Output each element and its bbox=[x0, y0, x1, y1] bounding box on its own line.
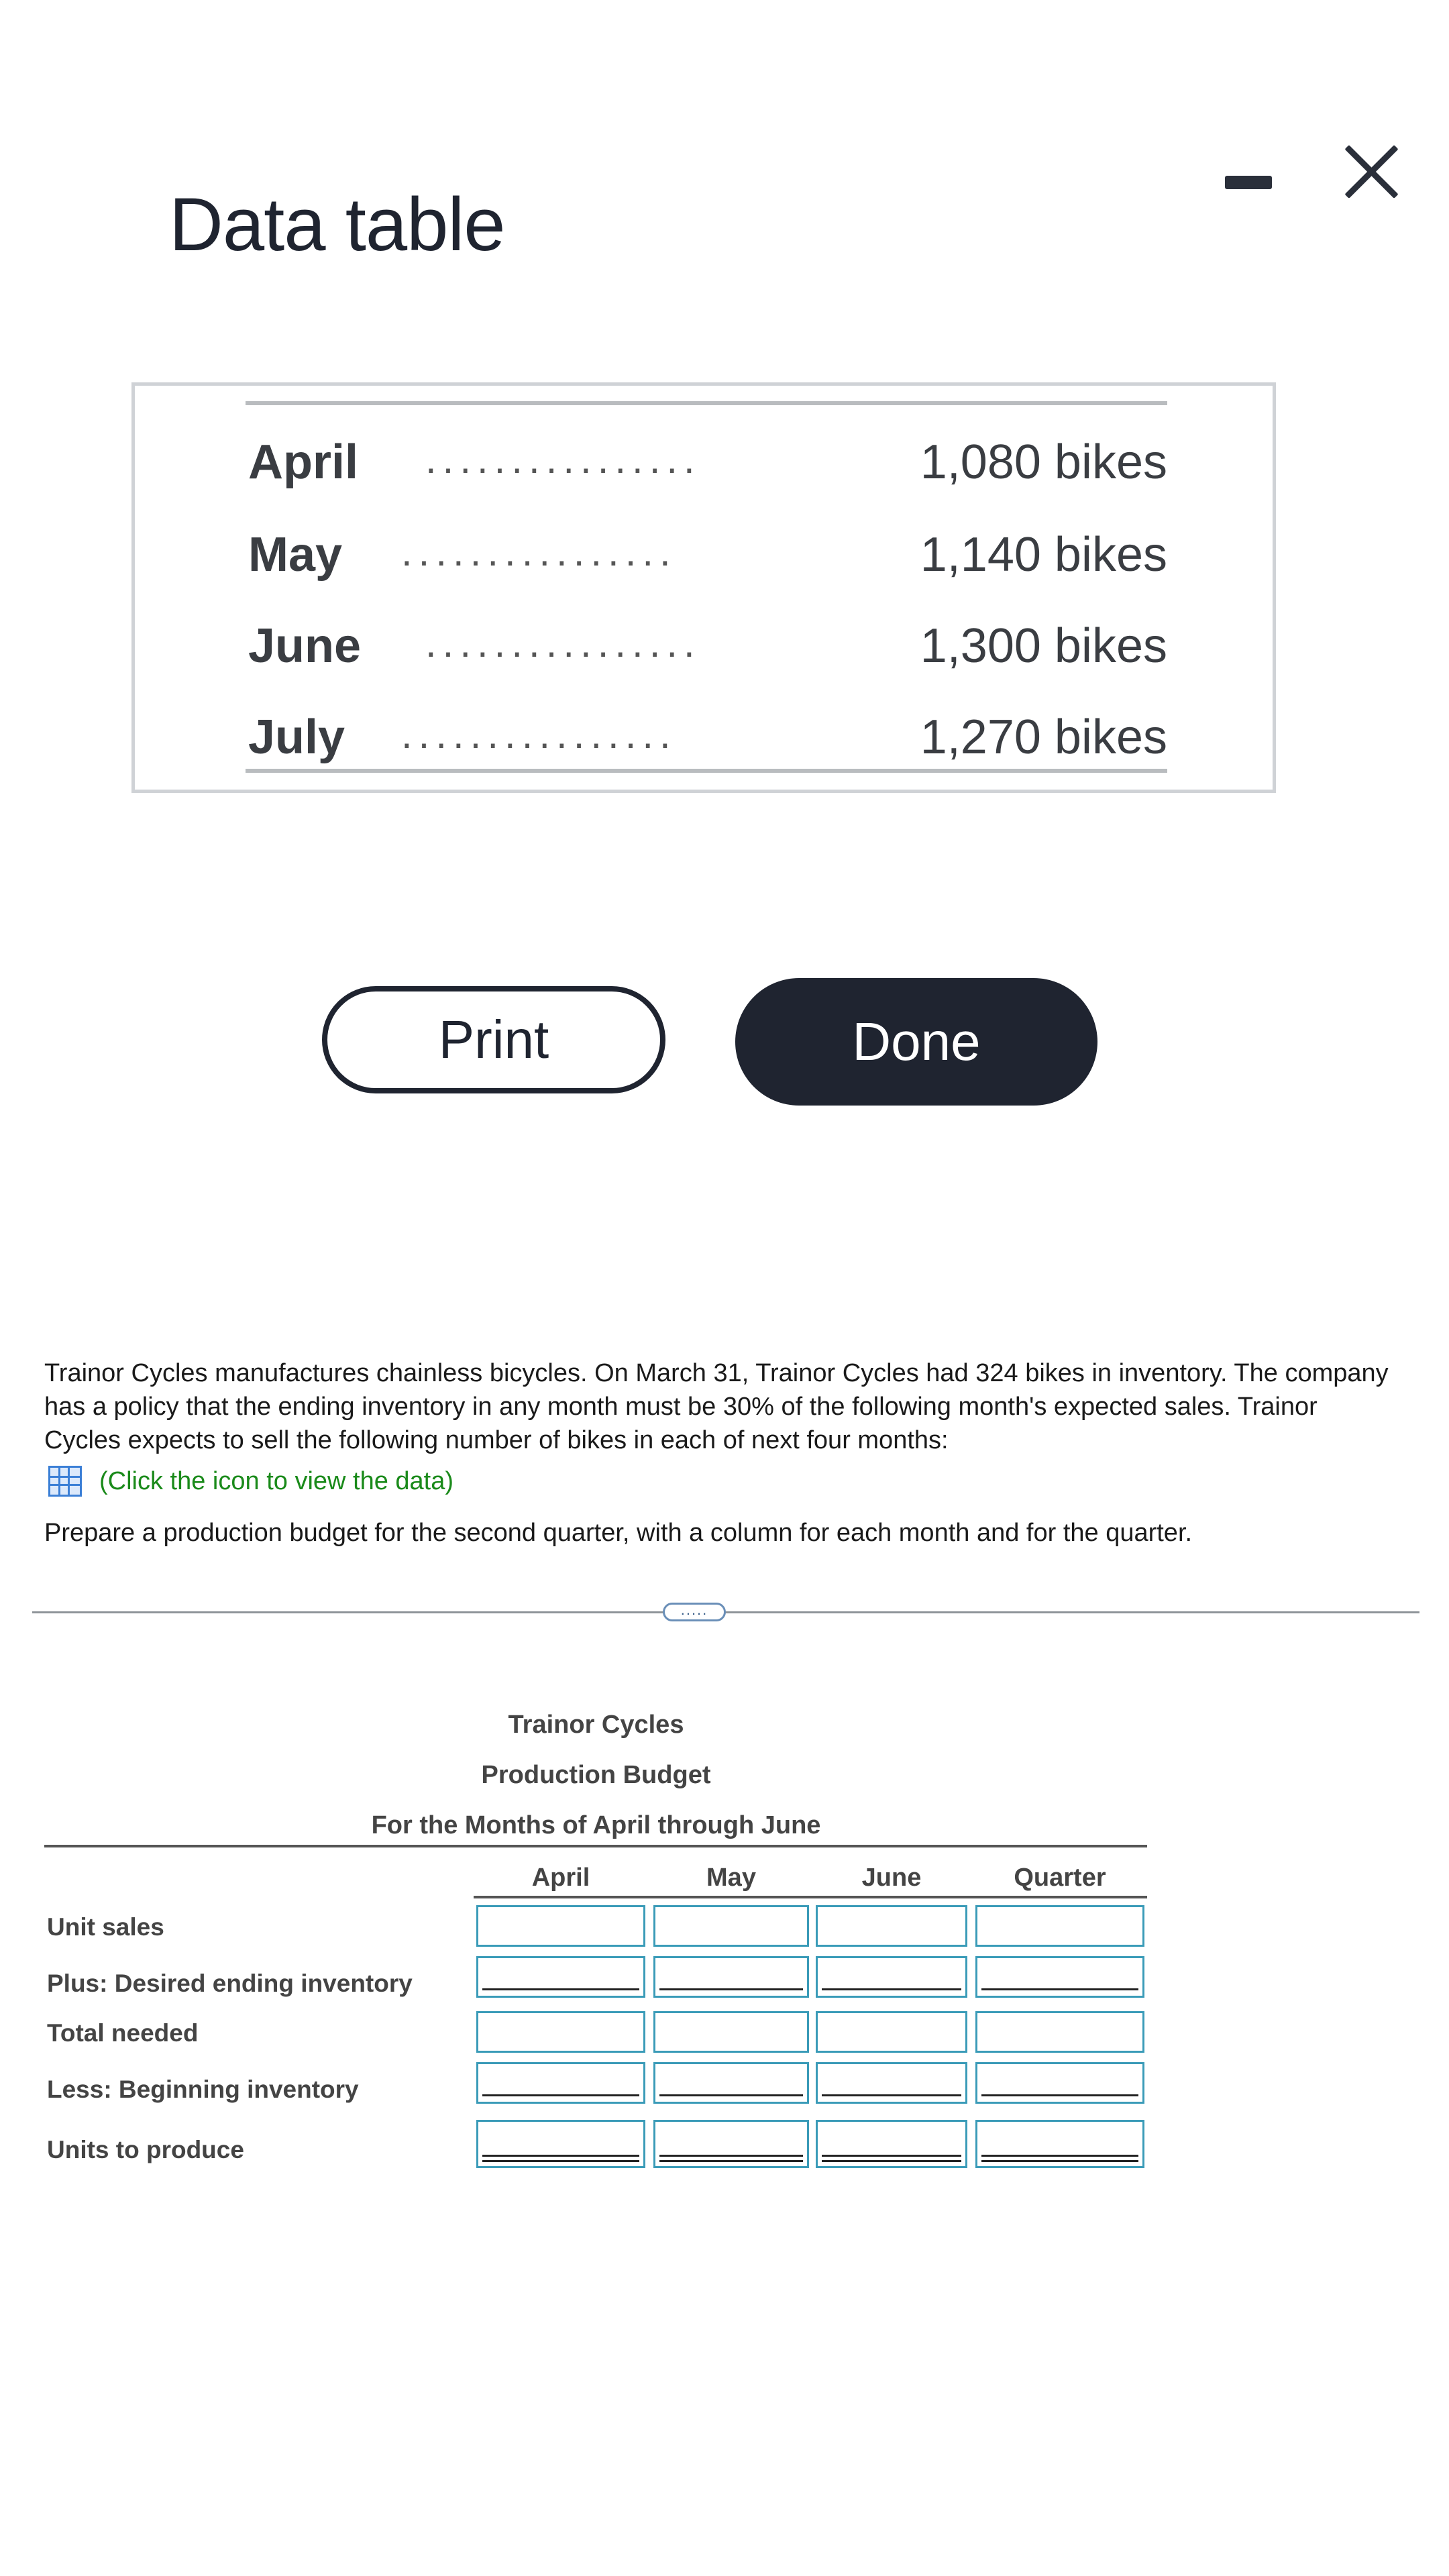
minimize-icon[interactable] bbox=[1221, 161, 1275, 201]
units-to-produce-quarter-input[interactable] bbox=[975, 2120, 1144, 2168]
budget-company: Trainor Cycles bbox=[508, 1711, 684, 1739]
data-row-value: 1,270 bikes bbox=[920, 710, 1167, 764]
total-needed-april-input[interactable] bbox=[476, 2011, 645, 2053]
data-table-icon[interactable] bbox=[48, 1466, 82, 1497]
section-divider bbox=[32, 1611, 1419, 1613]
dot-leader: ................ bbox=[401, 712, 677, 757]
desired-ending-inventory-quarter-input[interactable] bbox=[975, 1956, 1144, 1998]
print-button[interactable]: Print bbox=[322, 986, 665, 1093]
row-label-total-needed: Total needed bbox=[47, 2019, 199, 2047]
row-label-unit-sales: Unit sales bbox=[47, 1913, 164, 1941]
unit-sales-quarter-input[interactable] bbox=[975, 1905, 1144, 1947]
view-data-link[interactable] bbox=[48, 1462, 453, 1500]
column-header-may: May bbox=[706, 1864, 756, 1892]
total-needed-june-input[interactable] bbox=[816, 2011, 967, 2053]
beginning-inventory-quarter-input[interactable] bbox=[975, 2062, 1144, 2104]
done-button[interactable]: Done bbox=[735, 978, 1097, 1106]
close-icon[interactable] bbox=[1335, 134, 1409, 208]
column-header-quarter: Quarter bbox=[1014, 1864, 1106, 1892]
data-row-value: 1,140 bikes bbox=[920, 528, 1167, 582]
desired-ending-inventory-may-input[interactable] bbox=[653, 1956, 809, 1998]
dot-leader: ................ bbox=[401, 529, 677, 574]
column-header-rule bbox=[474, 1896, 1147, 1898]
desired-ending-inventory-june-input[interactable] bbox=[816, 1956, 967, 1998]
row-label-desired-ending-inventory: Plus: Desired ending inventory bbox=[47, 1970, 413, 1997]
data-row-may bbox=[248, 515, 1167, 589]
data-row-month: April bbox=[248, 435, 359, 489]
data-row-july bbox=[248, 698, 1167, 771]
budget-title: Production Budget bbox=[481, 1761, 711, 1789]
row-label-units-to-produce: Units to produce bbox=[47, 2136, 244, 2163]
data-row-june bbox=[248, 606, 1167, 680]
data-row-value: 1,300 bikes bbox=[920, 619, 1167, 673]
data-row-month: July bbox=[248, 710, 345, 764]
column-header-april: April bbox=[531, 1864, 590, 1892]
data-table-bottom-rule bbox=[246, 769, 1167, 773]
units-to-produce-april-input[interactable] bbox=[476, 2120, 645, 2168]
budget-period: For the Months of April through June bbox=[371, 1811, 821, 1839]
dot-leader: ................ bbox=[425, 621, 701, 665]
problem-statement: Trainor Cycles manufactures chainless bicycles. On March 31, Trainor Cycles had 324 bikes in inventory. The company has a policy that the ending inventory in any month must be 30% of the following month's expected sales. Trainor Cycles expects to sell the following number of bikes in each of next four months: bbox=[44, 1359, 1389, 1454]
row-label-beginning-inventory: Less: Beginning inventory bbox=[47, 2076, 359, 2103]
expand-button[interactable]: ..... bbox=[663, 1603, 726, 1621]
units-to-produce-june-input[interactable] bbox=[816, 2120, 967, 2168]
column-header-june: June bbox=[861, 1864, 922, 1892]
beginning-inventory-june-input[interactable] bbox=[816, 2062, 967, 2104]
unit-sales-june-input[interactable] bbox=[816, 1905, 967, 1947]
beginning-inventory-may-input[interactable] bbox=[653, 2062, 809, 2104]
data-row-april bbox=[248, 423, 1167, 496]
data-row-month: June bbox=[248, 619, 362, 673]
units-to-produce-may-input[interactable] bbox=[653, 2120, 809, 2168]
desired-ending-inventory-april-input[interactable] bbox=[476, 1956, 645, 1998]
instruction-text: Prepare a production budget for the second quarter, with a column for each month and for the quarter. bbox=[44, 1519, 1193, 1547]
modal-title: Data table bbox=[169, 182, 505, 266]
total-needed-may-input[interactable] bbox=[653, 2011, 809, 2053]
dot-leader: ................ bbox=[425, 437, 701, 482]
total-needed-quarter-input[interactable] bbox=[975, 2011, 1144, 2053]
view-data-label[interactable]: (Click the icon to view the data) bbox=[99, 1466, 454, 1495]
beginning-inventory-april-input[interactable] bbox=[476, 2062, 645, 2104]
budget-header-rule bbox=[44, 1845, 1147, 1847]
data-table-top-rule bbox=[246, 401, 1167, 405]
data-row-month: May bbox=[248, 528, 343, 582]
data-row-value: 1,080 bikes bbox=[920, 435, 1167, 489]
unit-sales-may-input[interactable] bbox=[653, 1905, 809, 1947]
unit-sales-april-input[interactable] bbox=[476, 1905, 645, 1947]
